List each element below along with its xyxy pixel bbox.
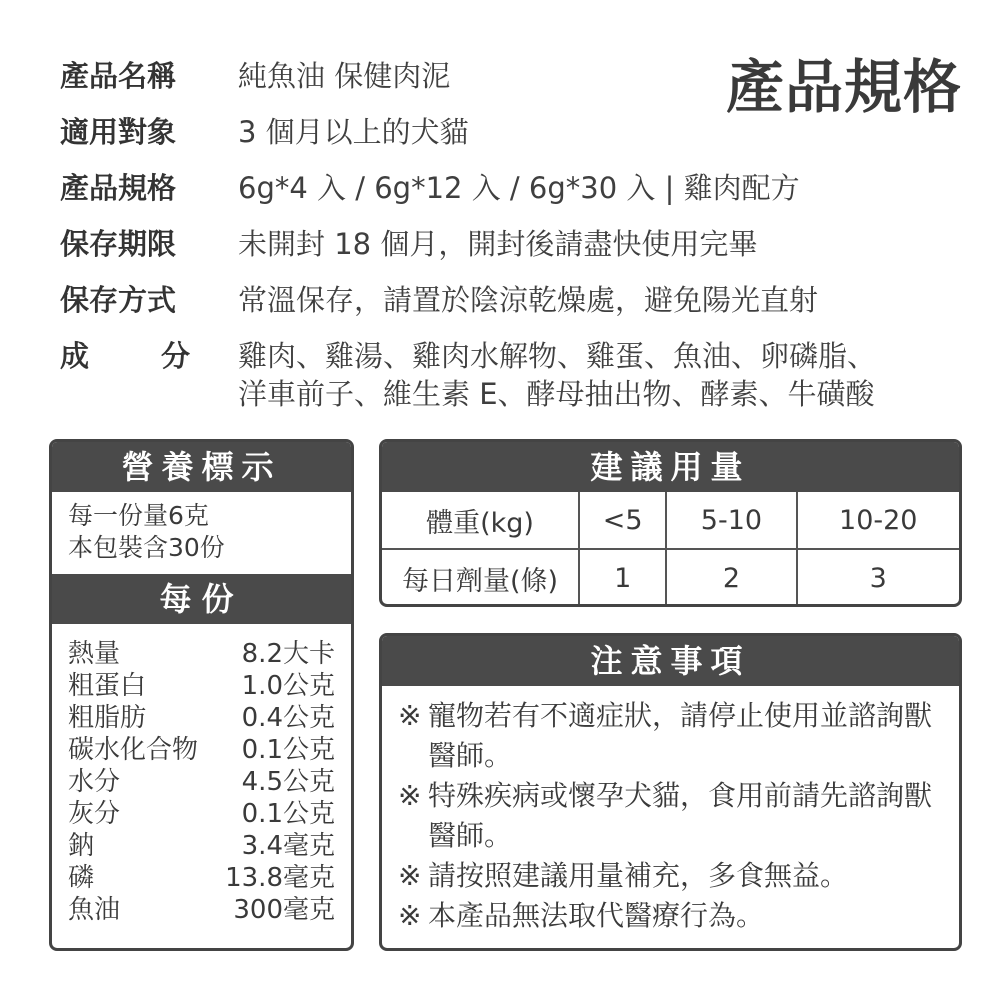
serving-info [52,492,351,574]
weight-cell: 5-10 [666,492,796,549]
reference-mark-icon: ※ [398,899,422,932]
nutrient-name: 灰分 [68,799,121,829]
spec-row-name [60,48,960,104]
nutrition-row [68,766,335,798]
note-item [398,856,945,896]
nutrient-value: 4.5公克 [241,767,335,797]
reference-mark-icon: ※ [398,779,422,812]
spec-row-target [60,104,960,160]
ingredients-label-a: 成 [60,339,90,373]
spec-row-ingredients [60,328,960,413]
spec-label [60,328,190,413]
nutrient-value: 0.1公克 [241,735,335,765]
spec-value: 6g*4 入 / 6g*12 入 / 6g*30 入 | 雞肉配方 [238,171,800,205]
nutrient-name: 鈉 [68,831,95,861]
nutrient-name: 粗脂肪 [68,703,147,733]
ingredients-value [238,328,960,413]
dose-label: 每日劑量(條) [382,549,579,606]
ingredients-line: 雞肉、雞湯、雞肉水解物、雞蛋、魚油、卵磷脂、 [238,339,877,373]
nutrition-row [68,830,335,862]
notes-panel [379,633,962,951]
nutrient-name: 碳水化合物 [68,735,199,765]
nutrition-row [68,862,335,894]
nutrition-header: 營養標示 [52,442,351,492]
nutrient-value: 8.2大卡 [241,639,335,669]
spec-label: 產品名稱 [60,59,177,93]
note-text: 寵物若有不適症狀，請停止使用並諮詢獸醫師。 [428,699,933,772]
dose-cell: 1 [579,549,666,606]
nutrient-name: 魚油 [68,895,121,925]
notes-list [382,686,959,936]
spec-label: 產品規格 [60,171,177,205]
note-text: 請按照建議用量補充，多食無益。 [428,859,849,892]
spec-row-size [60,160,960,216]
note-item [398,696,945,776]
note-item [398,896,945,936]
ingredients-line: 洋車前子、維生素 E、酵母抽出物、酵素、牛磺酸 [238,377,875,411]
nutrient-value: 0.1公克 [241,799,335,829]
spec-list [60,48,960,413]
dose-cell: 3 [797,549,959,606]
ingredients-label-b: 分 [160,339,190,373]
note-text: 本產品無法取代醫療行為。 [428,899,765,932]
dosage-table [382,492,959,606]
note-item [398,776,945,856]
notes-header: 注意事項 [382,636,959,686]
weight-cell: 10-20 [797,492,959,549]
nutrient-name: 熱量 [68,639,121,669]
nutrient-value: 13.8毫克 [225,863,335,893]
spec-label: 保存方式 [60,283,177,317]
nutrient-name: 水分 [68,767,121,797]
spec-label: 保存期限 [60,227,177,261]
serving-size: 每一份量6克 [68,501,209,530]
spec-value: 未開封 18 個月，開封後請盡快使用完畢 [238,227,758,261]
nutrient-name: 粗蛋白 [68,671,147,701]
dosage-header: 建議用量 [382,442,959,492]
nutrition-panel [49,439,354,951]
nutrition-list [52,624,351,926]
spec-value: 純魚油 保健肉泥 [238,59,451,93]
nutrition-row [68,894,335,926]
weight-row [382,492,959,549]
nutrition-row [68,702,335,734]
spec-row-shelf-life [60,216,960,272]
spec-value: 常溫保存，請置於陰涼乾燥處，避免陽光直射 [238,283,819,317]
note-text: 特殊疾病或懷孕犬貓，食用前請先諮詢獸醫師。 [428,779,933,852]
dosage-panel [379,439,962,607]
reference-mark-icon: ※ [398,699,422,732]
per-serving-header: 每份 [52,574,351,624]
spec-row-storage [60,272,960,328]
weight-cell: <5 [579,492,666,549]
nutrient-value: 300毫克 [233,895,335,925]
nutrition-row [68,638,335,670]
servings-per-pack: 本包裝含30份 [68,533,225,562]
dose-row [382,549,959,606]
nutrition-row [68,798,335,830]
dose-cell: 2 [666,549,796,606]
nutrient-value: 1.0公克 [241,671,335,701]
nutrition-row [68,734,335,766]
nutrient-name: 磷 [68,863,95,893]
spec-value: 3 個月以上的犬貓 [238,115,469,149]
nutrition-row [68,670,335,702]
nutrient-value: 3.4毫克 [241,831,335,861]
page-title: 產品規格 [725,53,962,121]
weight-label: 體重(kg) [382,492,579,549]
nutrient-value: 0.4公克 [241,703,335,733]
reference-mark-icon: ※ [398,859,422,892]
spec-label: 適用對象 [60,115,177,149]
